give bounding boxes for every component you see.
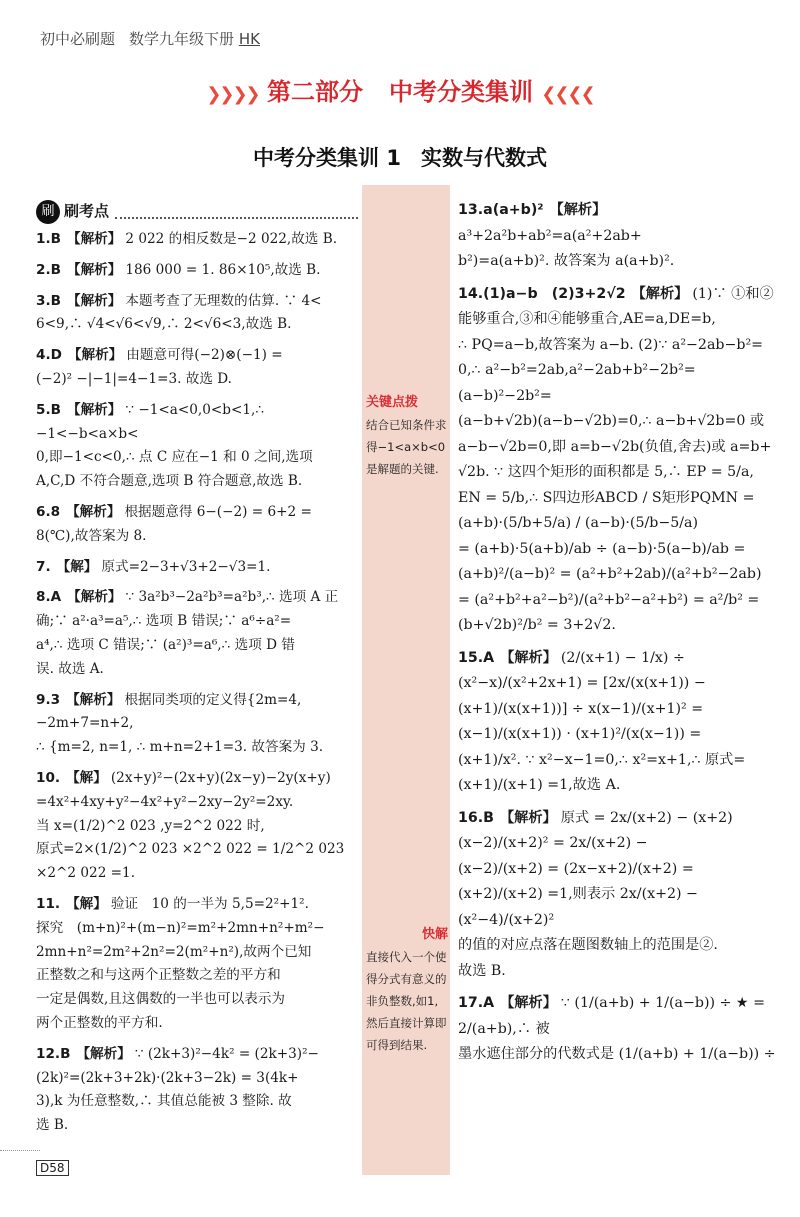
solution-text: 本题考查了无理数的估算. ∵ 4< (125, 292, 322, 309)
question-number: 6. (36, 503, 51, 520)
answer-item (458, 646, 778, 799)
practice-badge (36, 198, 358, 226)
solution-text: (−2)² −|−1|=4−1=3. 故选 D. (36, 370, 233, 387)
solution-text: ∵ 3a²b³−2a²b³=a²b³,∴ 选项 A 正 (125, 589, 339, 606)
solution-text: 正整数之和与这两个正整数之差的平方和 (36, 967, 281, 984)
page-number: D58 (36, 1160, 69, 1176)
answer-item (36, 344, 358, 392)
solution-tag: 【解析】 (66, 691, 121, 708)
answer-line (36, 1043, 358, 1067)
answer-line (36, 344, 358, 368)
part-name: 中考分类集训 (389, 78, 533, 106)
solution-tag: 【解析】 (66, 503, 121, 520)
solution-text: ∵ (2k+3)²−4k² = (2k+3)²− (134, 1045, 319, 1062)
solution-text: 一定是偶数,且这偶数的一半也可以表示为 (36, 991, 286, 1008)
dotted-divider (115, 205, 358, 219)
solution-text: = (a+b)·5(a+b)/ab ÷ (a−b)·5(a−b)/ab = (a+b)²/(a−b)² = (a²+b²+2ab)/(a²+b²−2ab) (458, 540, 762, 582)
answer-line (36, 501, 358, 525)
solution-text: (x+1)/x². ∵ x²−x−1=0,∴ x²=x+1,∴ 原式= (458, 751, 746, 768)
question-number: 12. (36, 1045, 61, 1062)
solution-tag: 【解析】 (500, 995, 557, 1011)
solution-text: (a−b+√2b)(a−b−√2b)=0,∴ a−b+√2b=0 或 (458, 413, 765, 429)
answer-line (36, 290, 358, 314)
solution-text: 误. 故选 A. (36, 660, 104, 677)
question-number: 11. (36, 895, 61, 912)
solution-text: (x−2)/(x+2) = (2x−x+2)/(x+2) = (x+2)/(x+2) =1,则表示 2x/(x+2) − (x²−4)/(x+2)² (458, 860, 698, 928)
solution-text: 验证 10 的一半为 5,5=2²+1². (110, 895, 309, 912)
side-note-title: 关键点拨 (366, 395, 419, 410)
solution-text: (2x+y)²−(2x+y)(2x−y)−2y(x+y) (110, 769, 331, 786)
solution-text: (x+1)/(x+1) =1,故选 A. (458, 777, 621, 793)
answer-item (36, 586, 358, 681)
answer-choice: B (50, 292, 61, 309)
answer-choice: B (60, 1045, 71, 1062)
question-number: 1. (36, 231, 51, 247)
side-note-quick-solution (366, 924, 448, 1056)
answer-line (458, 806, 778, 857)
solution-text: b²)=a(a+b)². 故答案为 a(a+b)². (458, 253, 675, 269)
chevron-right-deco-icon: ❯❯❯❯ (206, 84, 259, 105)
answer-line (458, 282, 778, 308)
solution-text: 选 B. (36, 1117, 69, 1134)
answer-item (36, 290, 358, 338)
left-answer-list (36, 228, 358, 1138)
answer-line (36, 399, 358, 447)
answer-item (458, 991, 778, 1068)
answer-item (36, 767, 358, 886)
answer-line (36, 893, 358, 917)
solution-tag: 【解析】 (67, 231, 122, 247)
part-label: 第二部分 (267, 78, 363, 106)
solution-tag: 【解析】 (67, 261, 122, 278)
solution-tag: 【解】 (66, 895, 107, 912)
right-column (458, 198, 778, 1075)
answer-item (36, 259, 358, 283)
answer-line (36, 228, 358, 252)
solution-text: 0,即−1<c<0,∴ 点 C 应在−1 和 0 之间,选项 (36, 449, 313, 466)
answer-choice: A (50, 589, 62, 606)
solution-text: 原式=2×(1/2)^2 023 ×2^2 022 = 1/2^2 023 ×2^2 022 =1. (36, 841, 345, 882)
answer-item (36, 1043, 358, 1138)
brush-icon: 刷 (36, 200, 60, 224)
solution-text: 两个正整数的平方和. (36, 1014, 163, 1031)
solution-tag: 【解析】 (67, 401, 122, 418)
answer-item (458, 282, 778, 639)
side-note-title: 快解 (421, 927, 448, 942)
question-number: 14. (458, 285, 484, 302)
solution-text: 原式=2−3+√3+2−√3=1. (101, 558, 271, 575)
question-number: 17. (458, 995, 484, 1011)
solution-tag: 【解析】 (631, 285, 689, 302)
solution-text: 根据同类项的定义得{2m=4, −2m+7=n+2, (36, 691, 302, 732)
left-column (36, 198, 358, 1145)
answer-line (36, 556, 358, 580)
solution-text: 原式 = 2x/(x+2) − (x+2)(x−2)/(x+2)² = 2x/(x+2) − (458, 809, 733, 851)
page-edge-divider (0, 1150, 40, 1151)
answer-line (36, 586, 358, 610)
solution-text: 由题意可得(−2)⊗(−1) = (126, 347, 283, 364)
part-title (0, 72, 800, 107)
answer-choice: (1)a−b (2)3+2√2 (483, 285, 626, 302)
solution-text: (1)∵ ①和② (692, 285, 774, 302)
question-number: 3. (36, 292, 51, 309)
solution-text: (2k)²=(2k+3+2k)·(2k+3−2k) = 3(4k+ (36, 1069, 299, 1086)
answer-item (36, 556, 358, 580)
solution-text: 能够重合,③和④能够重合,AE=a,DE=b, (458, 311, 716, 327)
solution-text: A,C,D 不符合题意,选项 B 符合题意,故选 B. (36, 473, 303, 490)
solution-text: ∵ −1<a<0,0<b<1,∴ −1<−b<a×b< (36, 401, 264, 442)
answer-choice: B (50, 401, 61, 418)
solution-text: 3),k 为任意整数,∴ 其值总能被 3 整除. 故 (36, 1093, 292, 1110)
solution-text: 186 000 = 1. 86×10⁵,故选 B. (125, 261, 321, 278)
section-topic: 实数与代数式 (420, 146, 547, 170)
solution-text: EN = 5/b,∴ S四边形ABCD / S矩形PQMN = (a+b)·(5/b+5/a) / (a−b)·(5/b−5/a) (458, 489, 755, 531)
solution-text: 探究 (m+n)²+(m−n)²=m²+2mn+n²+m²− (36, 919, 325, 936)
question-number: 9. (36, 691, 51, 708)
badge-label: 刷考点 (64, 202, 110, 221)
side-note-text: 直接代入一个使得分式有意义的非负整数,如1,然后直接计算即可得到结果. (366, 950, 447, 1052)
solution-text: 2mn+n²=2m²+2n²=2(m²+n²),故两个已知 (36, 943, 312, 960)
solution-text: a⁴,∴ 选项 C 错误;∵ (a²)³=a⁶,∴ 选项 D 错 (36, 636, 295, 653)
solution-tag: 【解析】 (76, 1045, 131, 1062)
answer-line (36, 689, 358, 737)
solution-tag: 【解】 (66, 769, 107, 786)
answer-line (458, 198, 778, 249)
solution-text: ∵ (1/(a+b) + 1/(a−b)) ÷ ★ = 2/(a+b),∴ 被 (458, 995, 766, 1037)
answer-line (458, 991, 778, 1042)
solution-tag: 【解析】 (67, 589, 122, 606)
solution-tag: 【解析】 (67, 292, 122, 309)
right-answer-list (458, 198, 778, 1068)
solution-tag: 【解析】 (67, 347, 123, 364)
answer-choice: D (50, 347, 62, 364)
solution-text: 当 x=(1/2)^2 023 ,y=2^2 022 时, (36, 817, 265, 834)
side-note-key-point (366, 392, 448, 480)
answer-item (36, 893, 358, 1036)
solution-text: (x+1)/(x(x+1))] ÷ x(x−1)/(x+1)² = (x−1)/(x(x+1)) · (x+1)²/(x(x−1)) = (458, 700, 704, 742)
answer-choice: A (483, 995, 495, 1011)
solution-tag: 【解析】 (549, 202, 607, 218)
solution-text: 0,∴ a²−b²=2ab,a²−2ab+b²−2b²=(a−b)²−2b²= (458, 362, 696, 404)
answer-item (36, 228, 358, 252)
solution-tag: 【解析】 (500, 649, 557, 666)
solution-text: = (a²+b²+a²−b²)/(a²+b²−a²+b²) = a²/b² = (b+√2b)²/b² = 3+2√2. (458, 591, 760, 633)
solution-text: 的值的对应点落在题图数轴上的范围是②. (458, 937, 718, 953)
question-number: 8. (36, 589, 51, 606)
answer-line (458, 646, 778, 697)
solution-text: a−b−√2b=0,即 a=b−√2b(负值,舍去)或 a=b+ (458, 438, 772, 455)
question-number: 16. (458, 809, 484, 826)
answer-item (458, 198, 778, 275)
solution-text: 故选 B. (458, 962, 506, 979)
answer-item (458, 806, 778, 985)
answer-choice: 8 (50, 503, 61, 520)
answer-line (36, 259, 358, 283)
question-number: 7. (36, 558, 51, 575)
question-number: 15. (458, 649, 484, 666)
answer-choice: A (483, 649, 495, 666)
answer-item (36, 689, 358, 760)
solution-text: a³+2a²b+ab²=a(a²+2ab+ (458, 227, 642, 244)
solution-text: 2 022 的相反数是−2 022,故选 B. (125, 231, 338, 247)
question-number: 4. (36, 347, 51, 364)
solution-text: =4x²+4xy+y²−4x²+y²−2xy−2y²=2xy. (36, 793, 294, 810)
solution-text: 6<9,∴ √4<√6<√9,∴ 2<√6<3,故选 B. (36, 316, 292, 333)
section-title (0, 142, 800, 172)
solution-text: ∴ {m=2, n=1, ∴ m+n=2+1=3. 故答案为 3. (36, 739, 324, 756)
solution-tag: 【解】 (56, 558, 98, 575)
question-number: 10. (36, 769, 61, 786)
answer-choice: B (483, 809, 494, 826)
solution-text: 8(℃),故答案为 8. (36, 527, 147, 544)
answer-choice: 3 (50, 691, 61, 708)
solution-text: ∴ PQ=a−b,故答案为 a−b. (2)∵ a²−2ab−b²= (458, 336, 764, 353)
solution-text: √2b. ∵ 这四个矩形的面积都是 5,∴ EP = 5/a, (458, 464, 754, 480)
question-number: 5. (36, 401, 51, 418)
side-note-text: 结合已知条件求得−1<a×b<0 是解题的关键. (366, 418, 447, 476)
question-number: 2. (36, 261, 51, 278)
solution-tag: 【解析】 (499, 809, 557, 826)
subject-name: 数学九年级下册 (129, 30, 235, 48)
answer-line (36, 767, 358, 791)
chevron-left-deco-icon: ❮❮❮❮ (541, 84, 594, 105)
section-label: 中考分类集训 1 (253, 146, 401, 170)
answer-item (36, 399, 358, 494)
edition-label: HK (238, 30, 260, 48)
solution-text: (2/(x+1) − 1/x) ÷ (x²−x)/(x²+2x+1) = [2x/(x(x+1)) − (458, 649, 706, 691)
answer-choice: a(a+b)² (483, 202, 544, 218)
answer-choice: B (50, 231, 61, 247)
solution-text: 确;∵ a²·a³=a⁵,∴ 选项 B 错误;∵ a⁶÷a²= (36, 613, 292, 630)
answer-item (36, 501, 358, 549)
answer-choice: B (50, 261, 61, 278)
book-name: 初中必刷题 (40, 30, 116, 48)
solution-text: 根据题意得 6−(−2) = 6+2 = (124, 503, 312, 520)
running-header (40, 28, 260, 49)
question-number: 13. (458, 202, 484, 218)
solution-text: 墨水遮住部分的代数式是 (1/(a+b) + 1/(a−b)) ÷ (458, 1046, 776, 1062)
